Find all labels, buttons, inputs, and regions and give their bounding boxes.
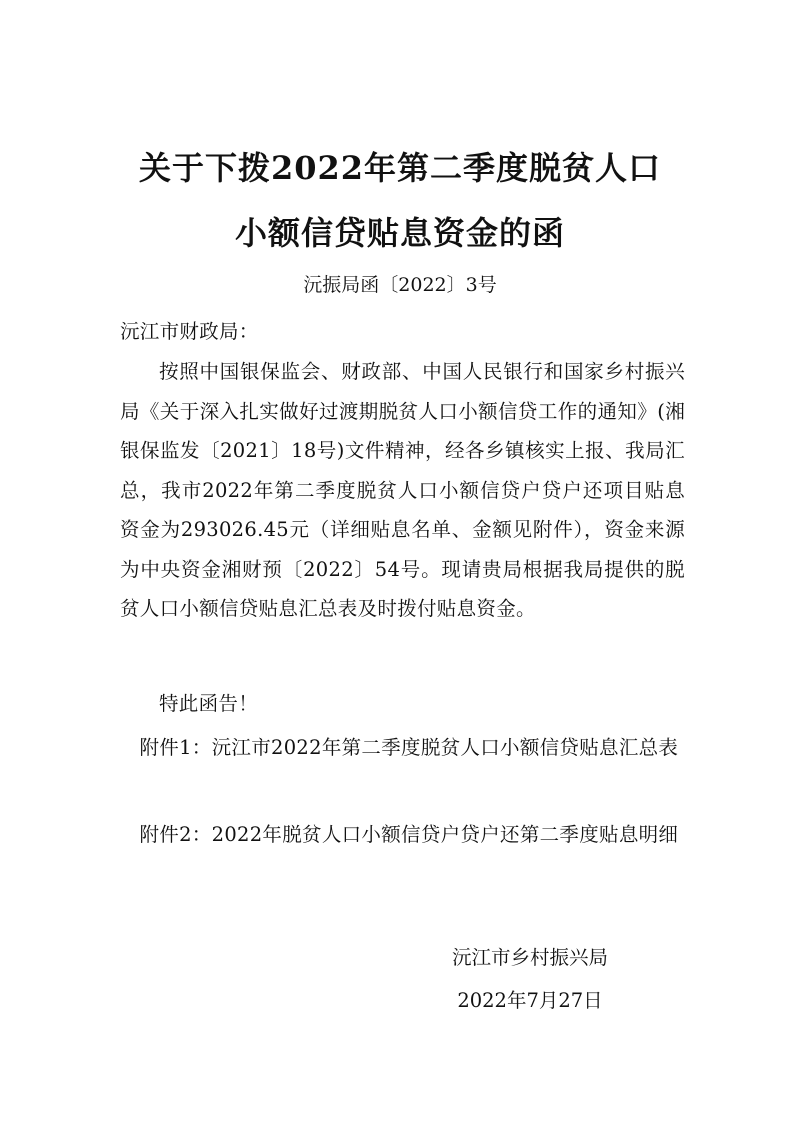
document-title-line-2: 小额信贷贴息资金的函 (234, 214, 565, 252)
attachment-1: 附件1：沅江市2022年第二季度脱贫人口小额信贷贴息汇总表 (139, 736, 679, 759)
document-title-line-1: 关于下拨2022年第二季度脱贫人口 (138, 149, 662, 187)
closing-statement: 特此函告！ (159, 692, 259, 715)
body-paragraph: 按照中国银保监会、财政部、中国人民银行和国家乡村振兴局《关于深入扎实做好过渡期脱贫人口小额信贷工作的通知》(湘银保监发〔2021〕18号)文件精神，经各乡镇核实上报、我局汇总，我市2022年第二季度脱贫人口小额信贷户贷户还项目贴息资金为293026.45元（详细贴息名单、金额见附件），资金来源为中央资金湘财预〔2022〕54号。现请贵局根据我局提供的脱贫人口小额信贷贴息汇总表及时拨付贴息资金。 (120, 360, 685, 620)
recipient: 沅江市财政局： (120, 320, 259, 343)
signature-organization: 沅江市乡村振兴局 (451, 946, 608, 969)
document-number: 沅振局函〔2022〕3号 (303, 274, 497, 296)
signature-date: 2022年7月27日 (457, 989, 603, 1012)
attachment-2: 附件2：2022年脱贫人口小额信贷户贷户还第二季度贴息明细 (139, 823, 679, 846)
